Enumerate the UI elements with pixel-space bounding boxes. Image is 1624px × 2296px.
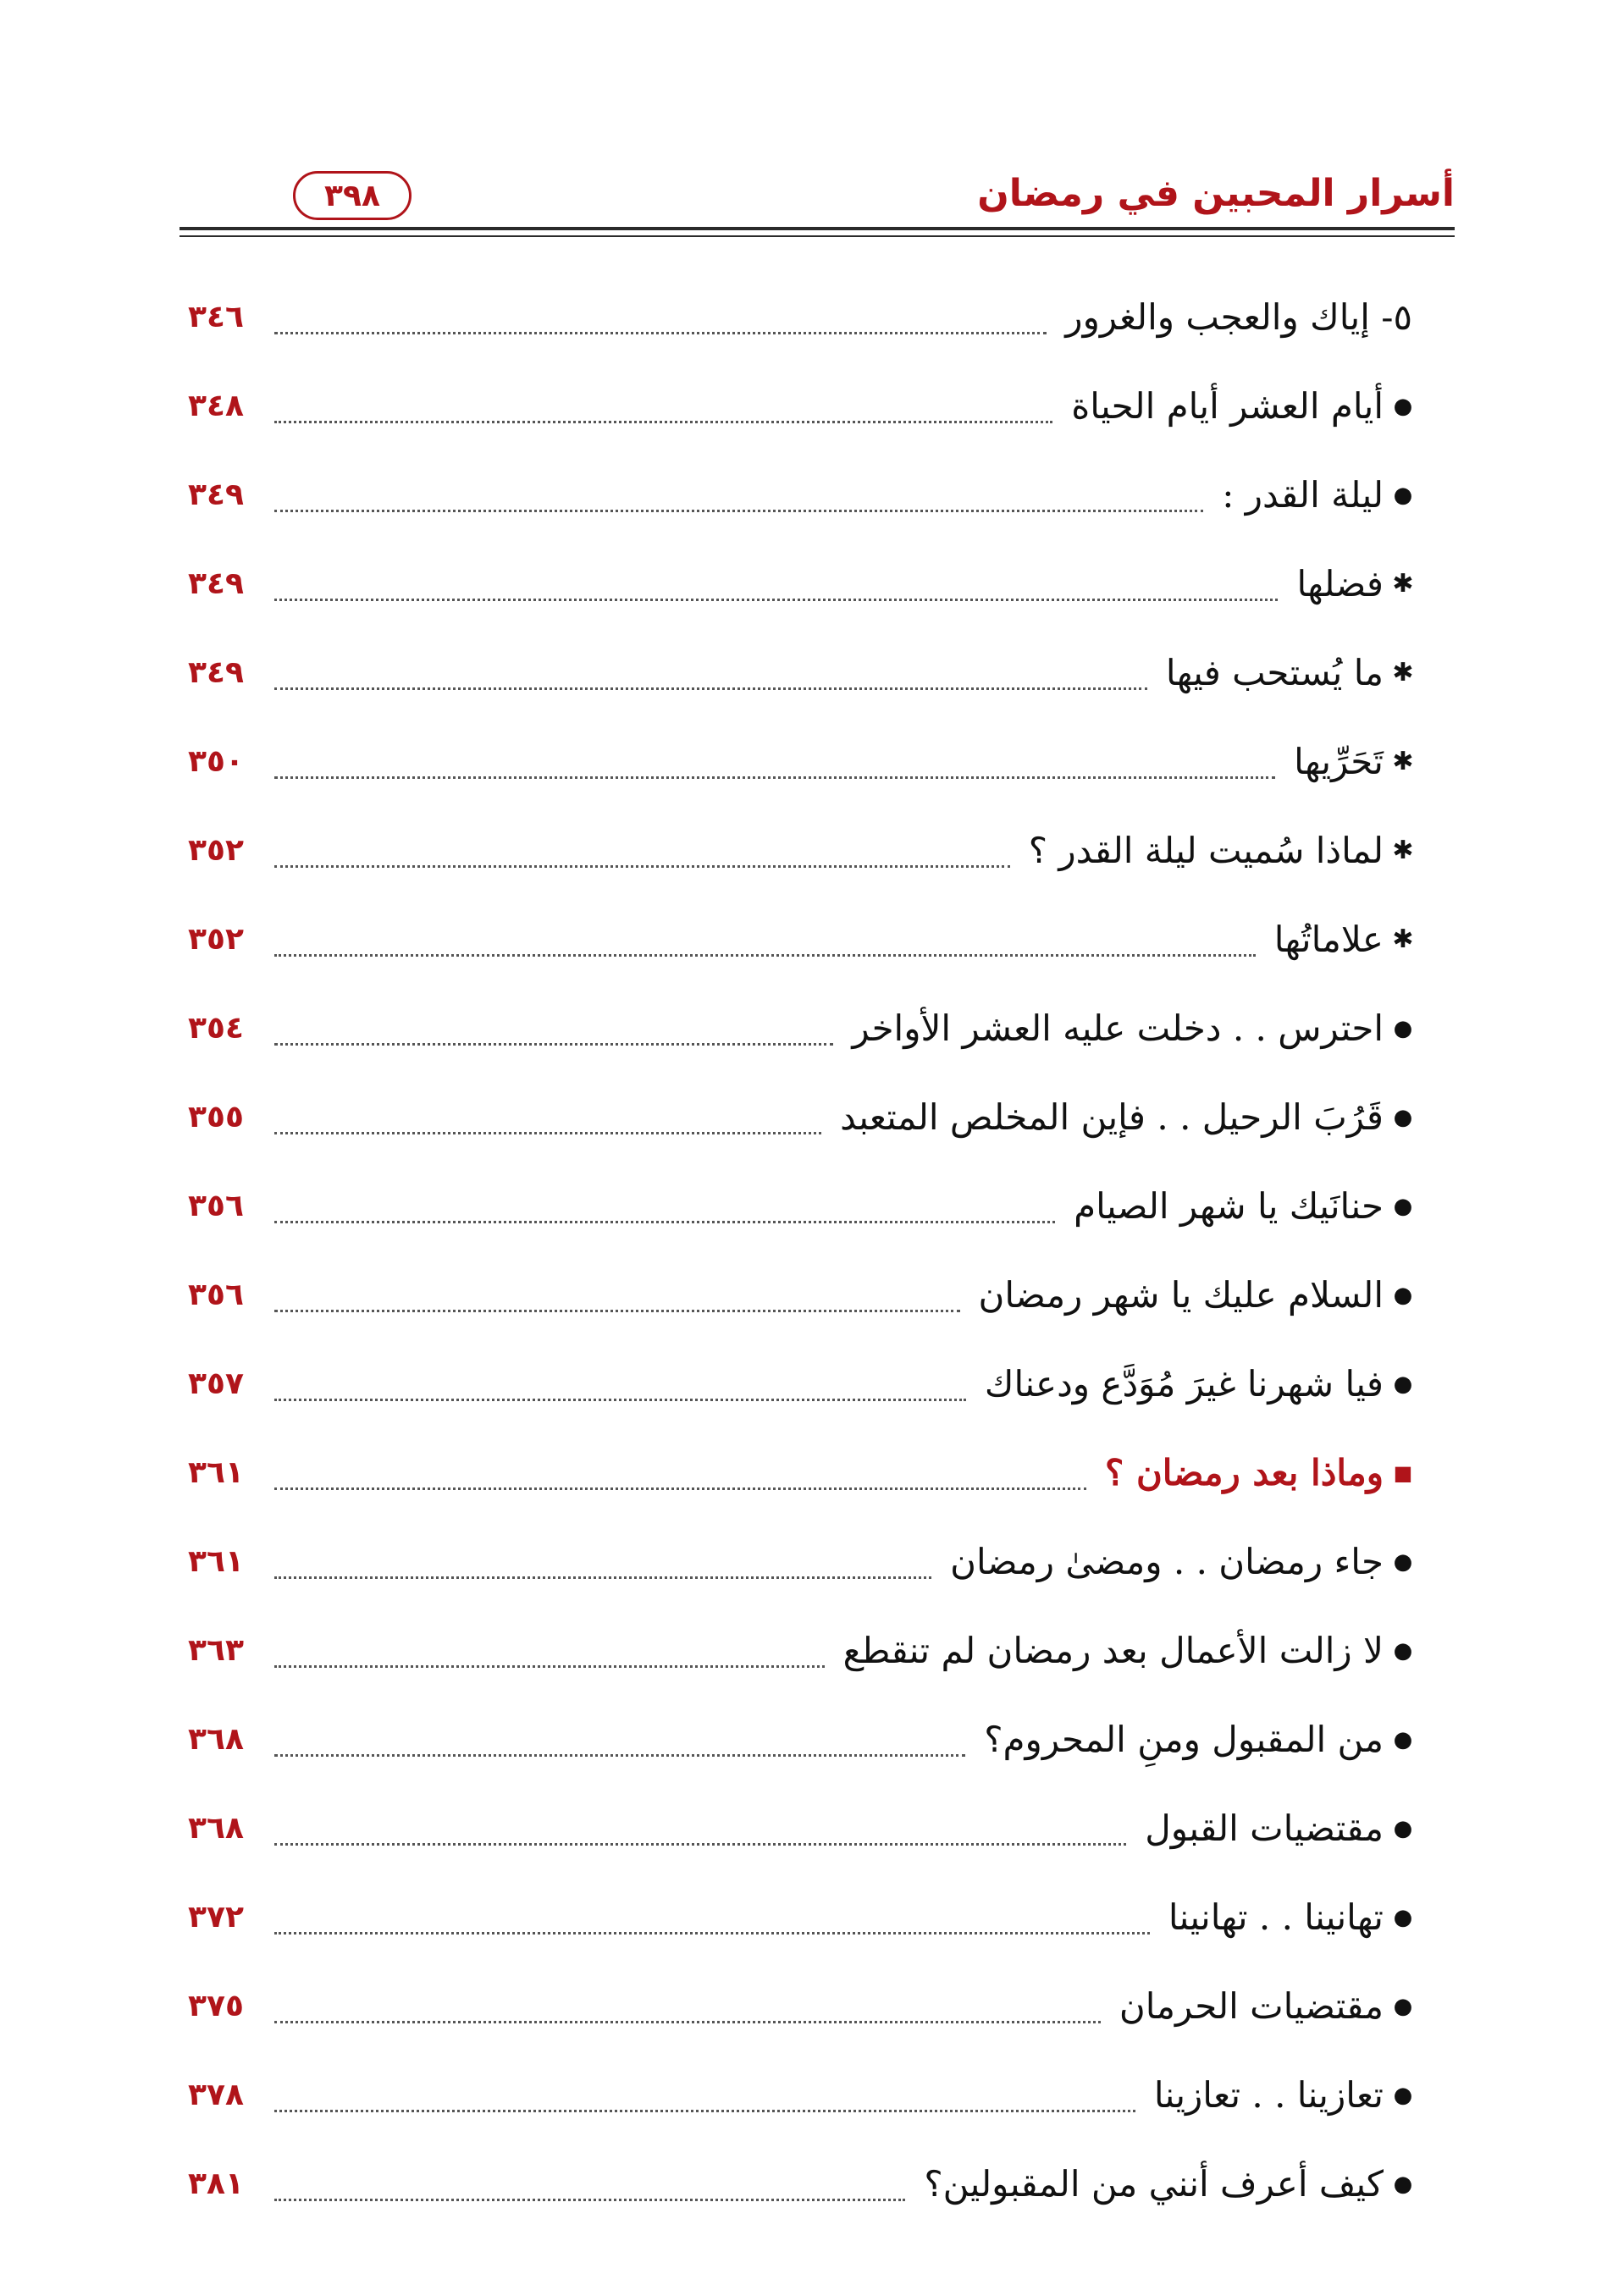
dotted-leader <box>274 687 1147 690</box>
toc-entry-title: احترس . . دخلت عليه العشر الأواخر <box>852 1007 1384 1049</box>
dotted-leader <box>274 2199 905 2201</box>
toc-entry-page: ٣٥٠ <box>188 744 244 779</box>
toc-row <box>188 1162 1417 1250</box>
toc-row <box>188 1073 1417 1162</box>
bullet-icon: ● <box>1393 1282 1413 1308</box>
toc-row <box>188 362 1417 450</box>
toc-entry-page: ٣٤٨ <box>188 389 244 423</box>
dotted-leader <box>274 1132 821 1134</box>
toc-entry-page: ٣٨١ <box>188 2166 244 2201</box>
toc-entry-page: ٣٤٩ <box>188 655 244 690</box>
toc-entry-title: أيام العشر أيام الحياة <box>1071 385 1384 427</box>
toc-entry-title: تَحَرِّيها <box>1294 741 1384 782</box>
bullet-icon: ● <box>1393 393 1413 419</box>
dotted-leader <box>274 1221 1055 1223</box>
toc-entry-title: فضلها <box>1296 563 1384 604</box>
toc-entry-page: ٣٥٧ <box>188 1366 244 1401</box>
dotted-leader <box>274 1932 1150 1934</box>
dotted-leader <box>274 421 1052 423</box>
book-title: أسرار المحبين في رمضان <box>977 172 1455 215</box>
toc-entry-title: مقتضيات القبول <box>1145 1808 1384 1849</box>
table-of-contents <box>188 273 1417 2228</box>
bullet-icon: ● <box>1393 1726 1413 1752</box>
toc-entry-page: ٣٦١ <box>188 1455 244 1490</box>
toc-row <box>188 1784 1417 1873</box>
toc-entry-page: ٣٤٩ <box>188 477 244 512</box>
dotted-leader <box>274 2110 1135 2112</box>
dotted-leader <box>274 1754 965 1757</box>
toc-entry-title: ٥- إياك والعجب والغرور <box>1065 296 1412 338</box>
toc-entry-page: ٣٥٥ <box>188 1100 244 1134</box>
toc-entry-title: من المقبول ومنِ المحروم؟ <box>984 1719 1384 1760</box>
toc-row <box>188 1339 1417 1428</box>
bullet-icon: ● <box>1393 1548 1413 1575</box>
toc-entry-page: ٣٦٨ <box>188 1722 244 1757</box>
toc-row <box>188 895 1417 984</box>
toc-entry-title: كيف أعرف أنني من المقبولين؟ <box>924 2163 1384 2205</box>
bullet-icon: ● <box>1393 482 1413 508</box>
toc-row <box>188 2050 1417 2139</box>
toc-row <box>188 2139 1417 2228</box>
bullet-icon: ● <box>1393 2082 1413 2108</box>
toc-row <box>188 539 1417 628</box>
toc-entry-title: ليلة القدر : <box>1222 474 1384 516</box>
toc-entry-title: وماذا بعد رمضان ؟ <box>1105 1452 1384 1493</box>
bullet-icon: ● <box>1393 1637 1413 1664</box>
bullet-icon: ● <box>1393 1371 1413 1397</box>
dotted-leader <box>274 1399 966 1401</box>
toc-row <box>188 450 1417 539</box>
toc-entry-title: تعازينا . . تعازينا <box>1153 2074 1384 2116</box>
toc-entry-page: ٣٥٢ <box>188 833 244 868</box>
toc-entry-title: لماذا سُميت ليلة القدر ؟ <box>1028 830 1384 871</box>
dotted-leader <box>274 332 1047 334</box>
bullet-icon: ● <box>1393 2171 1413 2197</box>
dotted-leader <box>274 954 1256 957</box>
toc-entry-title: قَرُبَ الرحيل . . فإين المخلص المتعبد <box>840 1096 1384 1138</box>
toc-entry-page: ٣٥٤ <box>188 1011 244 1046</box>
bullet-icon: ● <box>1393 1104 1413 1130</box>
page-header <box>180 151 1455 227</box>
asterisk-icon: ✱ <box>1392 568 1414 599</box>
toc-row <box>188 806 1417 895</box>
dotted-leader <box>274 599 1278 601</box>
toc-entry-page: ٣٤٩ <box>188 566 244 601</box>
toc-row <box>188 1428 1417 1517</box>
page-number-badge: ٣٩٨ <box>293 171 412 220</box>
bullet-icon: ● <box>1393 1993 1413 2019</box>
toc-row <box>188 628 1417 717</box>
toc-entry-page: ٣٧٢ <box>188 1900 244 1934</box>
dotted-leader <box>274 2021 1101 2023</box>
dotted-leader <box>274 865 1010 868</box>
dotted-leader <box>274 510 1203 512</box>
square-icon: ■ <box>1393 1460 1413 1485</box>
asterisk-icon: ✱ <box>1392 657 1414 687</box>
toc-entry-title: ما يُستحب فيها <box>1165 652 1384 693</box>
toc-entry-title: السلام عليك يا شهر رمضان <box>978 1274 1384 1316</box>
asterisk-icon: ✱ <box>1392 746 1414 776</box>
toc-row <box>188 1250 1417 1339</box>
dotted-leader <box>274 1310 960 1312</box>
bullet-icon: ● <box>1393 1815 1413 1841</box>
dotted-leader <box>274 1043 833 1046</box>
bullet-icon: ● <box>1393 1193 1413 1219</box>
asterisk-icon: ✱ <box>1392 835 1414 865</box>
asterisk-icon: ✱ <box>1392 924 1414 954</box>
toc-entry-title: تهانينا . . تهانينا <box>1168 1896 1384 1938</box>
header-rule-thin <box>180 235 1455 237</box>
bullet-icon: ● <box>1393 1904 1413 1930</box>
toc-entry-page: ٣٥٢ <box>188 922 244 957</box>
dotted-leader <box>274 1487 1086 1490</box>
toc-row <box>188 273 1417 362</box>
toc-row <box>188 717 1417 806</box>
toc-row <box>188 1606 1417 1695</box>
toc-entry-title: جاء رمضان . . ومضىٰ رمضان <box>950 1541 1384 1582</box>
toc-entry-page: ٣٦٣ <box>188 1633 244 1668</box>
toc-entry-title: حنانَيك يا شهر الصيام <box>1074 1185 1384 1227</box>
toc-entry-title: لا زالت الأعمال بعد رمضان لم تنقطع <box>842 1630 1384 1671</box>
toc-row <box>188 1873 1417 1962</box>
toc-entry-page: ٣٤٦ <box>188 300 244 334</box>
toc-row <box>188 1962 1417 2050</box>
toc-entry-page: ٣٥٦ <box>188 1189 244 1223</box>
toc-entry-page: ٣٧٥ <box>188 1989 244 2023</box>
toc-entry-title: مقتضيات الحرمان <box>1119 1985 1384 2027</box>
toc-entry-page: ٣٧٨ <box>188 2078 244 2112</box>
toc-entry-title: علاماتُها <box>1273 919 1384 960</box>
header-rule-thick <box>180 227 1455 230</box>
toc-row <box>188 1695 1417 1784</box>
dotted-leader <box>274 1843 1126 1846</box>
dotted-leader <box>274 776 1275 779</box>
bullet-icon: ● <box>1393 1015 1413 1041</box>
toc-entry-page: ٣٥٦ <box>188 1278 244 1312</box>
toc-row <box>188 1517 1417 1606</box>
toc-entry-title: فيا شهرنا غيرَ مُوَدَّع ودعناك <box>984 1363 1384 1405</box>
dotted-leader <box>274 1576 931 1579</box>
toc-row <box>188 984 1417 1073</box>
dotted-leader <box>274 1665 825 1668</box>
toc-entry-page: ٣٦٨ <box>188 1811 244 1846</box>
toc-entry-page: ٣٦١ <box>188 1544 244 1579</box>
